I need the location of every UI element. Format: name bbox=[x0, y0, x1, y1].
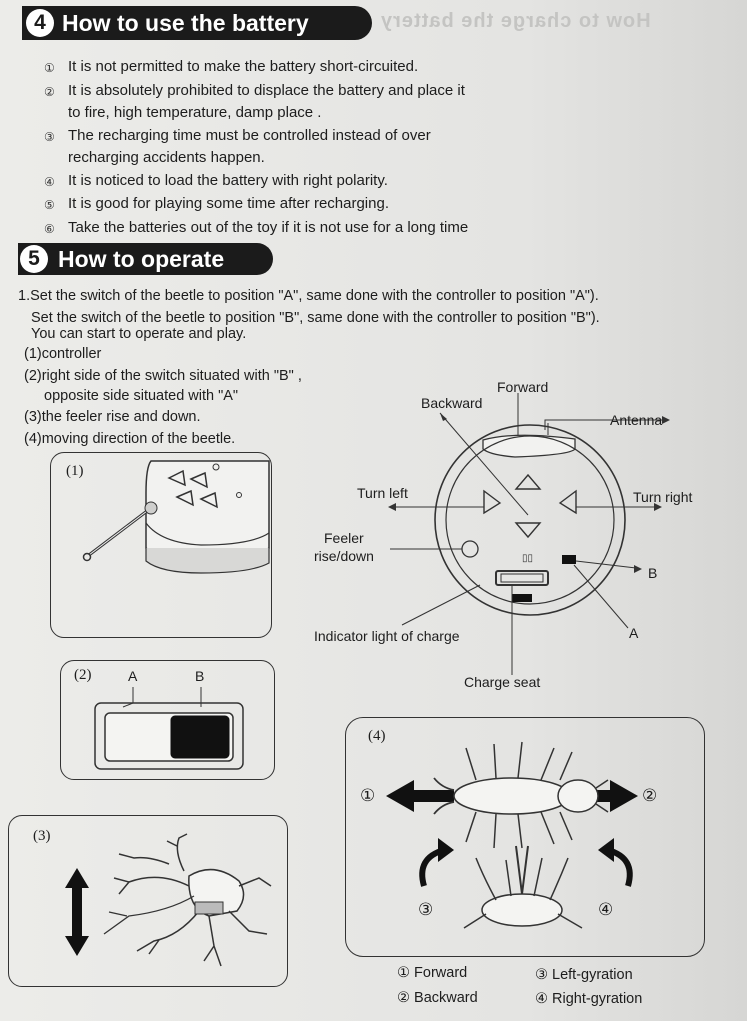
controller-diagram bbox=[300, 375, 740, 705]
operate-line: You can start to operate and play. bbox=[31, 326, 247, 342]
battery-heading bbox=[22, 6, 372, 40]
move-left-marker: ③ bbox=[418, 900, 434, 919]
operate-line: 1.Set the switch of the beetle to position "A", same done with the controller to position "A"). bbox=[18, 288, 599, 304]
up-down-arrow-icon bbox=[65, 868, 89, 956]
operate-heading-title: How to operate bbox=[58, 245, 225, 272]
list-item: ⑥ Take the batteries out of the toy if it is not use for a long time bbox=[44, 218, 469, 236]
mirrored-heading-ghost: How to charge the battery bbox=[380, 10, 651, 32]
figure-4-label: (4) bbox=[368, 728, 386, 744]
operate-heading bbox=[18, 243, 273, 275]
move-backward-marker: ② bbox=[642, 786, 658, 805]
switch-drawing bbox=[61, 661, 276, 781]
figure-1-label: (1) bbox=[66, 463, 84, 479]
list-item: ⑤ It is good for playing some time after recharging. bbox=[44, 195, 389, 212]
turn-right-label: Turn right bbox=[633, 489, 693, 505]
operate-section-number: 5 bbox=[20, 245, 48, 273]
list-item: ④ It is noticed to load the battery with right polarity. bbox=[44, 171, 388, 189]
charge-seat-label: Charge seat bbox=[464, 674, 541, 690]
figure-4-box bbox=[345, 717, 705, 957]
backward-label: Backward bbox=[421, 395, 483, 411]
list-item: ③ The recharging time must be controlled instead of over recharging accidents happen. bbox=[44, 126, 431, 166]
controller-closeup-drawing bbox=[51, 453, 273, 639]
forward-label: Forward bbox=[497, 379, 549, 395]
operate-line: (4)moving direction of the beetle. bbox=[24, 431, 236, 447]
legend-backward: ② Backward bbox=[397, 990, 478, 1006]
figure-3-label: (3) bbox=[33, 828, 51, 844]
antenna-label: Antenna bbox=[610, 412, 663, 428]
figure-2-label: (2) bbox=[74, 667, 92, 683]
rise-down-label: rise/down bbox=[314, 548, 374, 564]
figure-3-box bbox=[8, 815, 288, 987]
indicator-light-label: Indicator light of charge bbox=[314, 628, 460, 644]
legend-forward: ① Forward bbox=[397, 965, 468, 981]
operate-line: (1)controller bbox=[24, 346, 102, 362]
rotate-right-arrow-icon bbox=[598, 838, 614, 862]
rotate-left-arrow-icon bbox=[438, 838, 454, 862]
list-item: ① It is not permitted to make the battery short-circuited. bbox=[44, 58, 419, 75]
feeler-drawing bbox=[9, 816, 289, 988]
svg-text:▯▯: ▯▯ bbox=[522, 553, 534, 564]
legend-left-gyration: ③ Left-gyration bbox=[535, 967, 633, 983]
turn-left-label: Turn left bbox=[357, 485, 408, 501]
switch-a-label: A bbox=[629, 625, 639, 641]
move-forward-marker: ① bbox=[360, 786, 376, 805]
battery-list bbox=[44, 56, 564, 240]
figure-1-box bbox=[50, 452, 272, 638]
switch-position-b-label: B bbox=[195, 668, 205, 684]
list-item: ② It is absolutely prohibited to displace the battery and place it to fire, high temperature, damp place . bbox=[44, 81, 465, 121]
left-arrow-icon bbox=[386, 780, 454, 812]
operate-line: opposite side situated with "A" bbox=[44, 388, 239, 404]
switch-position-a-label: A bbox=[128, 668, 138, 684]
feeler-label: Feeler bbox=[324, 530, 364, 546]
figure-2-box bbox=[60, 660, 275, 780]
battery-section-number: 4 bbox=[26, 9, 54, 37]
legend-right-gyration: ④ Right-gyration bbox=[535, 991, 643, 1007]
operate-line: (3)the feeler rise and down. bbox=[24, 409, 201, 425]
switch-b-label: B bbox=[648, 565, 658, 581]
beetle-movement-drawing bbox=[346, 718, 706, 958]
operate-line: Set the switch of the beetle to position "B", same done with the controller to position "B"). bbox=[31, 310, 600, 326]
battery-heading-title: How to use the battery bbox=[62, 9, 309, 36]
operate-line: (2)right side of the switch situated with "B" , bbox=[24, 368, 302, 384]
move-right-marker: ④ bbox=[598, 900, 614, 919]
